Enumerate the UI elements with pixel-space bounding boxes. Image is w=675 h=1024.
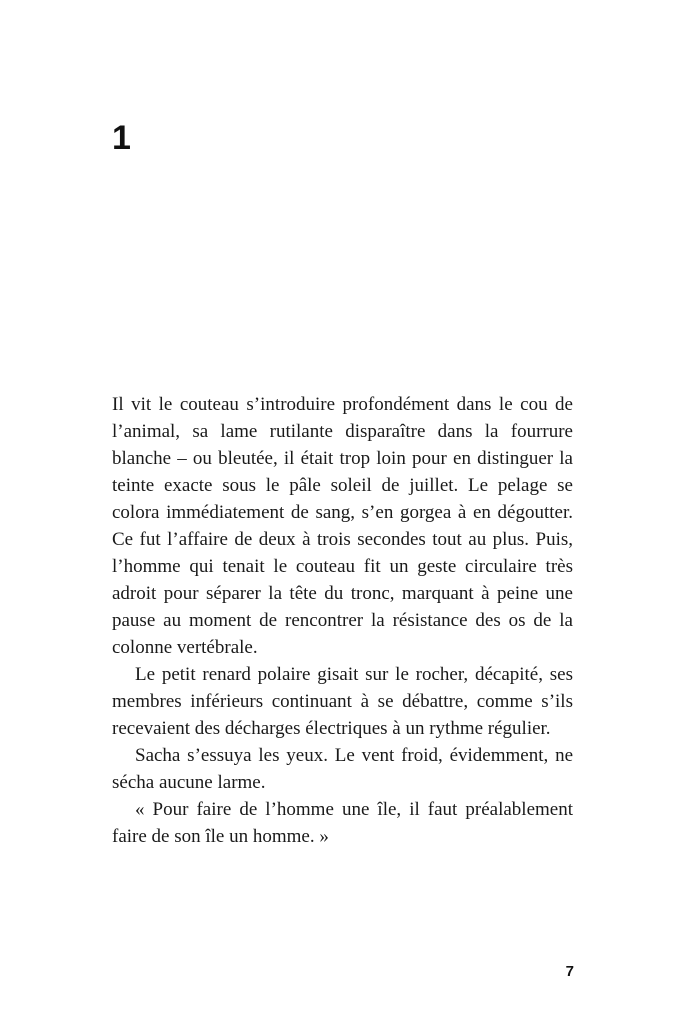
chapter-number: 1 bbox=[112, 119, 131, 157]
page-number: 7 bbox=[565, 963, 574, 980]
paragraph-4-quote: « Pour faire de l’homme une île, il faut préalablement faire de son île un homme. » bbox=[112, 799, 573, 847]
paragraph-3: Sacha s’essuya les yeux. Le vent froid, évidemment, ne sécha aucune larme. bbox=[112, 745, 573, 793]
paragraph-2: Le petit renard polaire gisait sur le rocher, décapité, ses membres inférieurs continuant à se débattre, comme s’ils recevaient des décharges électriques à un rythme régulier. bbox=[112, 664, 573, 739]
chapter-body-text bbox=[112, 391, 573, 850]
paragraph-1: Il vit le couteau s’introduire profondément dans le cou de l’animal, sa lame rutilante disparaître dans la fourrure blanche – ou bleutée, il était trop loin pour en distinguer la teinte exacte sous le pâle soleil de juillet. Le pelage se colora immédiatement de sang, s’en gorgea à en dégoutter. Ce fut l’affaire de deux à trois secondes tout au plus. Puis, l’homme qui tenait le couteau fit un geste circulaire très adroit pour séparer la tête du tronc, marquant à peine une pause au moment de rencontrer la résistance des os de la colonne vertébrale. bbox=[112, 394, 573, 658]
